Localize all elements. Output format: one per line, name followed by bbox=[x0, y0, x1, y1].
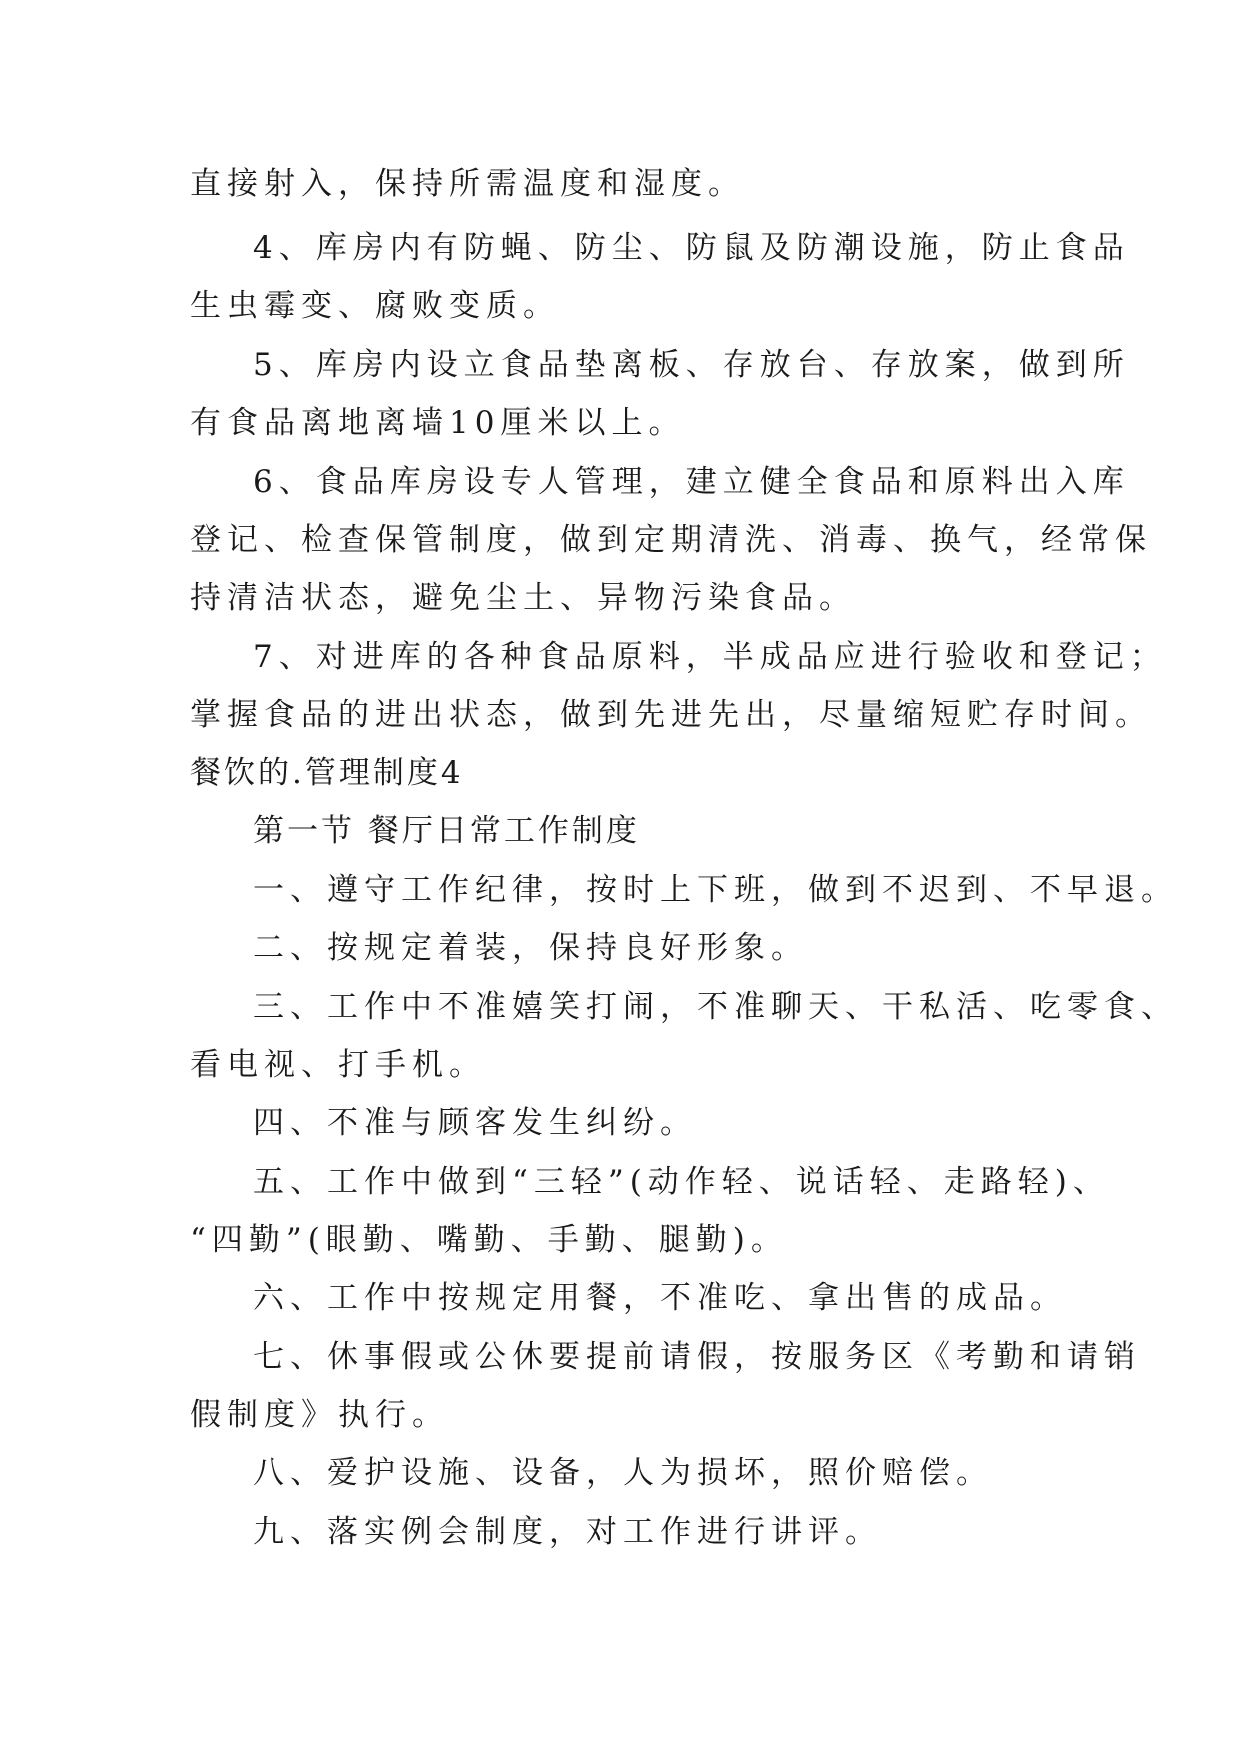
text-line-10: 掌握食品的进出状态，做到先进先出，尽量缩短贮存时间。 bbox=[190, 697, 1152, 733]
rule-2: 二、按规定着装，保持良好形象。 bbox=[253, 930, 808, 966]
text-line-8: 持清洁状态，避免尘土、异物污染食品。 bbox=[190, 580, 856, 616]
subsection-title: 第一节 餐厅日常工作制度 bbox=[253, 813, 640, 849]
rule-5: 五、工作中做到“三轻”(动作轻、说话轻、走路轻)、 bbox=[253, 1164, 1110, 1200]
text-line-2: 4、库房内有防蝇、防尘、防鼠及防潮设施，防止食品 bbox=[253, 230, 1130, 266]
text-line-1: 直接射入，保持所需温度和湿度。 bbox=[190, 166, 745, 202]
rule-3-continued: 看电视、打手机。 bbox=[190, 1047, 486, 1083]
rule-8: 八、爱护设施、设备，人为损坏，照价赔偿。 bbox=[253, 1455, 993, 1491]
rule-4: 四、不准与顾客发生纠纷。 bbox=[253, 1105, 697, 1141]
rule-7: 七、休事假或公休要提前请假，按服务区《考勤和请销 bbox=[253, 1339, 1141, 1375]
rule-6: 六、工作中按规定用餐，不准吃、拿出售的成品。 bbox=[253, 1280, 1067, 1316]
text-line-6: 6、食品库房设专人管理，建立健全食品和原料出入库 bbox=[253, 464, 1130, 500]
rule-1: 一、遵守工作纪律，按时上下班，做到不迟到、不早退。 bbox=[253, 872, 1178, 908]
text-line-7: 登记、检查保管制度，做到定期清洗、消毒、换气，经常保 bbox=[190, 522, 1152, 558]
rule-7-continued: 假制度》执行。 bbox=[190, 1397, 449, 1433]
section-title: 餐饮的.管理制度4 bbox=[190, 755, 464, 791]
rule-3: 三、工作中不准嬉笑打闹，不准聊天、干私活、吃零食、 bbox=[253, 989, 1178, 1025]
rule-5-continued: “四勤”(眼勤、嘴勤、手勤、腿勤)。 bbox=[190, 1222, 788, 1258]
text-line-3: 生虫霉变、腐败变质。 bbox=[190, 288, 560, 324]
rule-9: 九、落实例会制度，对工作进行讲评。 bbox=[253, 1514, 882, 1550]
text-line-5: 有食品离地离墙10厘米以上。 bbox=[190, 405, 686, 441]
text-line-4: 5、库房内设立食品垫离板、存放台、存放案，做到所 bbox=[253, 347, 1130, 383]
text-line-9: 7、对进库的各种食品原料，半成品应进行验收和登记； bbox=[253, 639, 1167, 675]
